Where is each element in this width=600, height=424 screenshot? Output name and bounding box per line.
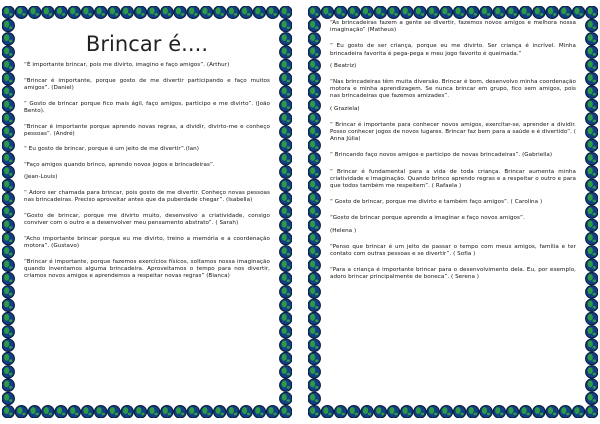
globe-bead-icon [308,379,320,391]
globe-bead-icon [308,113,320,125]
globe-bead-icon [280,326,292,338]
globe-bead-icon [308,246,320,258]
quote-text: “Brincar é importante, porque fazemos exercícios físicos, soltamos nossa imaginação quando inventamos alguma brincadeira. Aproveitamos o tempo para nos divertir, criamos novos amigos e aprendemos a respeitar novas regras” (Bianca) [24,258,270,280]
globe-bead-icon [253,406,265,418]
globe-bead-icon [586,392,598,404]
quote-text: “ Eu gosto de brincar, porque é um jeito de me divertir”.(Ian) [24,146,199,153]
globe-bead-icon [280,206,292,218]
quote-author: (Helena ) [330,227,357,234]
globe-bead-icon [2,286,14,298]
globe-bead-icon [280,113,292,125]
quote-paragraph [24,162,270,181]
globe-bead-icon [2,19,14,31]
globe-bead-icon [480,406,492,418]
globe-bead-icon [308,206,320,218]
globe-bead-icon [374,406,386,418]
globe-bead-icon [572,406,584,418]
globe-bead-icon [308,126,320,138]
globe-bead-icon [147,6,159,18]
globe-bead-icon [467,6,479,18]
globe-bead-icon [280,46,292,58]
globe-bead-icon [559,406,571,418]
globe-bead-icon [121,406,133,418]
globe-bead-icon [586,113,598,125]
globe-bead-icon [2,219,14,231]
quote-text: “Faço amigos quando brinco, aprendo novos jogos e brincadeiras”. [24,162,215,169]
globe-bead-icon [280,33,292,45]
globe-bead-icon [2,46,14,58]
globe-bead-icon [227,6,239,18]
globe-bead-icon [187,6,199,18]
globe-bead-icon [108,6,120,18]
globe-bead-icon [308,259,320,271]
globe-bead-icon [42,6,54,18]
globe-bead-icon [427,6,439,18]
globe-bead-icon [55,6,67,18]
globe-bead-icon [214,6,226,18]
quote-text: “Para a criança é importante brincar para o desenvolvimento dela. Eu, por exemplo, adoro brincar principalmente de boneca”. ( Serena ) [330,267,576,281]
globe-bead-icon [493,406,505,418]
globe-bead-icon [55,406,67,418]
globe-bead-icon [280,59,292,71]
globe-bead-icon [440,6,452,18]
quote-paragraph [330,79,576,113]
globe-bead-icon [134,6,146,18]
globe-bead-icon [2,246,14,258]
globe-bead-icon [586,366,598,378]
right-page-content [330,20,576,400]
quote-text: “ Adoro ser chamada para brincar, pois gosto de me divertir. Conheço novas pessoas nas brincadeiras. Preciso aproveitar antes que da puberdade chegar”. (Isabella) [24,190,270,204]
globe-bead-icon [533,406,545,418]
quote-paragraph [24,62,270,69]
globe-bead-icon [308,99,320,111]
globe-bead-icon [361,6,373,18]
globe-bead-icon [546,6,558,18]
globe-bead-icon [374,6,386,18]
globe-bead-icon [2,379,14,391]
globe-bead-icon [2,366,14,378]
globe-bead-icon [2,259,14,271]
globe-bead-icon [187,406,199,418]
globe-bead-icon [586,232,598,244]
globe-bead-icon [2,339,14,351]
globe-bead-icon [108,406,120,418]
globe-bead-icon [200,6,212,18]
globe-bead-icon [15,6,27,18]
globe-bead-icon [453,6,465,18]
globe-bead-icon [174,6,186,18]
globe-bead-icon [586,206,598,218]
globe-bead-icon [227,406,239,418]
globe-bead-icon [586,406,598,418]
globe-bead-icon [253,6,265,18]
globe-bead-icon [2,113,14,125]
globe-bead-icon [334,406,346,418]
left-page-content [24,24,270,400]
globe-bead-icon [480,6,492,18]
globe-bead-icon [586,153,598,165]
globe-bead-icon [586,99,598,111]
globe-bead-icon [586,19,598,31]
globe-bead-icon [586,126,598,138]
quote-paragraph [24,213,270,227]
quote-paragraph [24,78,270,92]
globe-bead-icon [266,6,278,18]
globe-bead-icon [95,6,107,18]
globe-bead-icon [68,6,80,18]
globe-bead-icon [2,99,14,111]
globe-bead-icon [2,86,14,98]
globe-bead-icon [280,86,292,98]
globe-bead-icon [586,6,598,18]
globe-bead-icon [308,406,320,418]
globe-bead-icon [2,352,14,364]
globe-bead-icon [586,166,598,178]
quote-author: ( Beatriz) [330,62,357,69]
globe-bead-icon [2,33,14,45]
globe-bead-icon [401,6,413,18]
globe-bead-icon [280,179,292,191]
quote-author: ( Graziela) [330,105,360,112]
quote-text: “Brincar é importante porque aprendo novas regras, a dividir, divirto-me e conheço pessoas”. (André) [24,123,270,137]
left-page [2,6,292,418]
quote-paragraph [24,190,270,204]
globe-bead-icon [15,406,27,418]
globe-bead-icon [308,6,320,18]
globe-bead-icon [121,6,133,18]
quote-author: (Jean-Louis) [24,174,58,181]
globe-bead-icon [308,139,320,151]
globe-bead-icon [308,286,320,298]
globe-bead-icon [280,366,292,378]
globe-bead-icon [280,286,292,298]
globe-bead-icon [520,406,532,418]
globe-bead-icon [586,312,598,324]
globe-bead-icon [308,352,320,364]
globe-bead-icon [214,406,226,418]
globe-bead-icon [2,392,14,404]
globe-bead-icon [546,406,558,418]
globe-bead-icon [266,406,278,418]
globe-bead-icon [572,6,584,18]
globe-bead-icon [586,272,598,284]
globe-bead-icon [2,312,14,324]
globe-bead-icon [280,392,292,404]
globe-bead-icon [308,59,320,71]
quote-text: “Nas brincadeiras têm muita diversão. Brincar é bom, desenvolvo minha coordenação motora e minha aprendizagem. Se nunca brincar em grupo, fico sem amigos, pois nas brincadeiras que fazemos amizades”. [330,79,576,100]
quote-text: “Brincar é importante, porque gosto de me divertir participando e faço muitos amigos”. (Daniel) [24,77,270,91]
globe-bead-icon [2,206,14,218]
globe-bead-icon [348,406,360,418]
globe-bead-icon [2,272,14,284]
globe-bead-icon [586,299,598,311]
globe-bead-icon [280,406,292,418]
globe-bead-icon [348,6,360,18]
globe-bead-icon [387,406,399,418]
quote-text: “Penso que brincar é um jeito de passar o tempo com meus amigos, família e ter contato com outras pessoas e se divertir”. ( Sofia ) [330,243,576,258]
quote-paragraph [330,122,576,144]
globe-bead-icon [134,406,146,418]
globe-bead-icon [586,179,598,191]
globe-bead-icon [334,6,346,18]
globe-bead-icon [586,192,598,204]
globe-bead-icon [2,406,14,418]
globe-bead-icon [280,192,292,204]
globe-bead-icon [81,6,93,18]
quote-paragraph [330,43,576,70]
globe-bead-icon [280,299,292,311]
globe-bead-icon [308,232,320,244]
globe-bead-icon [308,392,320,404]
globe-bead-icon [586,286,598,298]
globe-bead-icon [2,59,14,71]
quote-paragraph [330,199,576,206]
globe-bead-icon [414,406,426,418]
quote-paragraph [24,101,270,115]
globe-bead-icon [586,73,598,85]
right-quote-list [330,20,576,282]
quote-text: “As brincadeiras fazem a gente se divertir, fazemos novos amigos e melhora nossa imaginação” (Matheus) [330,20,576,34]
quote-text: “Gosto de brincar, porque me divirto muito, desenvolvo a criatividade, consigo conviver com o outro e a desenvolver meu pensamento abstrato”. ( Sarah) [24,212,270,227]
quote-paragraph [330,215,576,234]
globe-bead-icon [2,299,14,311]
globe-bead-icon [533,6,545,18]
globe-bead-icon [174,406,186,418]
globe-bead-icon [280,352,292,364]
globe-bead-icon [308,272,320,284]
quote-paragraph [24,124,270,138]
quote-text: “ Brincar é fundamental para a vida de toda criança. Brincar aumenta minha criatividade e imaginação. Quando brinco aprendo regras e a respeitar o outro e para que todos também me respeitem”. ( Rafaela ) [330,168,576,190]
globe-bead-icon [586,379,598,391]
globe-bead-icon [161,6,173,18]
globe-bead-icon [2,166,14,178]
globe-bead-icon [280,153,292,165]
globe-bead-icon [240,406,252,418]
globe-bead-icon [308,19,320,31]
globe-bead-icon [280,73,292,85]
globe-bead-icon [493,6,505,18]
quote-text: “ Gosto de brincar, porque me divirto e também faço amigos”. ( Carolina ) [330,199,543,206]
quote-paragraph [330,20,576,34]
page-title: Brincar é.... [85,32,209,56]
globe-bead-icon [280,339,292,351]
globe-bead-icon [280,312,292,324]
globe-bead-icon [586,33,598,45]
globe-bead-icon [280,99,292,111]
quote-text: “ Brincando faço novos amigos e participo de novas brincadeiras”. (Gabriella) [330,152,553,159]
globe-bead-icon [308,326,320,338]
quote-text: “ Eu gosto de ser criança, porque eu me divirto. Ser criança é incrível. Minha brincadeira favorita é pega-pega e meu jogo favorito é queimada.” [330,43,576,57]
globe-bead-icon [467,406,479,418]
globe-bead-icon [280,139,292,151]
quote-text: “ Brincar é importante para conhecer novos amigos, exercitar-se, aprender a dividir. Posso conhecer jogos de novos lugares. Brincar faz bem para a saúde e é divertido”. ( Anna Júlia) [330,121,576,143]
globe-bead-icon [401,406,413,418]
globe-bead-icon [308,166,320,178]
globe-bead-icon [308,153,320,165]
globe-bead-icon [280,379,292,391]
globe-bead-icon [586,339,598,351]
globe-bead-icon [308,339,320,351]
globe-bead-icon [308,312,320,324]
globe-bead-icon [68,406,80,418]
quote-text: “Gosto de brincar porque aprendo a imaginar e faço novos amigos”. [330,215,525,222]
globe-bead-icon [2,153,14,165]
globe-bead-icon [161,406,173,418]
quote-text: “ Gosto de brincar porque fico mais ágil, faço amigos, participo e me divirto”. (João Bento). [24,100,270,114]
quote-paragraph [24,259,270,281]
globe-bead-icon [308,86,320,98]
quote-text: “Acho importante brincar porque eu me divirto, treino a memória e a coordenação motora”. (Gustavo) [24,235,270,250]
globe-bead-icon [586,46,598,58]
right-page [308,6,598,418]
globe-bead-icon [586,352,598,364]
globe-bead-icon [586,259,598,271]
globe-bead-icon [520,6,532,18]
globe-bead-icon [506,6,518,18]
globe-bead-icon [308,192,320,204]
globe-bead-icon [280,19,292,31]
globe-bead-icon [2,73,14,85]
globe-bead-icon [2,232,14,244]
globe-bead-icon [42,406,54,418]
globe-bead-icon [387,6,399,18]
globe-bead-icon [280,259,292,271]
globe-bead-icon [280,219,292,231]
quote-paragraph [330,267,576,281]
globe-bead-icon [414,6,426,18]
globe-bead-icon [453,406,465,418]
globe-bead-icon [308,366,320,378]
globe-bead-icon [586,86,598,98]
globe-bead-icon [2,192,14,204]
globe-bead-icon [2,6,14,18]
globe-bead-icon [308,219,320,231]
quote-paragraph [330,244,576,258]
globe-bead-icon [280,166,292,178]
globe-bead-icon [308,33,320,45]
globe-bead-icon [321,6,333,18]
globe-bead-icon [361,406,373,418]
globe-bead-icon [280,126,292,138]
left-quote-list [24,62,270,280]
quote-paragraph [24,146,270,153]
globe-bead-icon [427,406,439,418]
globe-bead-icon [586,139,598,151]
globe-bead-icon [2,126,14,138]
globe-bead-icon [2,139,14,151]
globe-bead-icon [280,6,292,18]
quote-paragraph [330,169,576,191]
globe-bead-icon [28,406,40,418]
globe-bead-icon [28,6,40,18]
quote-paragraph [330,152,576,159]
globe-bead-icon [308,46,320,58]
globe-bead-icon [506,406,518,418]
globe-bead-icon [308,299,320,311]
globe-bead-icon [147,406,159,418]
quote-paragraph [24,236,270,250]
quote-text: “É importante brincar, pois me divirto, imagino e faço amigos”. (Arthur) [24,62,230,68]
globe-bead-icon [586,326,598,338]
globe-bead-icon [2,179,14,191]
globe-bead-icon [280,232,292,244]
globe-bead-icon [200,406,212,418]
globe-bead-icon [280,246,292,258]
globe-bead-icon [240,6,252,18]
globe-bead-icon [559,6,571,18]
globe-bead-icon [321,406,333,418]
globe-bead-icon [280,272,292,284]
globe-bead-icon [586,59,598,71]
globe-bead-icon [308,73,320,85]
globe-bead-icon [95,406,107,418]
globe-bead-icon [308,179,320,191]
globe-bead-icon [2,326,14,338]
globe-bead-icon [586,219,598,231]
globe-bead-icon [586,246,598,258]
globe-bead-icon [440,406,452,418]
globe-bead-icon [81,406,93,418]
